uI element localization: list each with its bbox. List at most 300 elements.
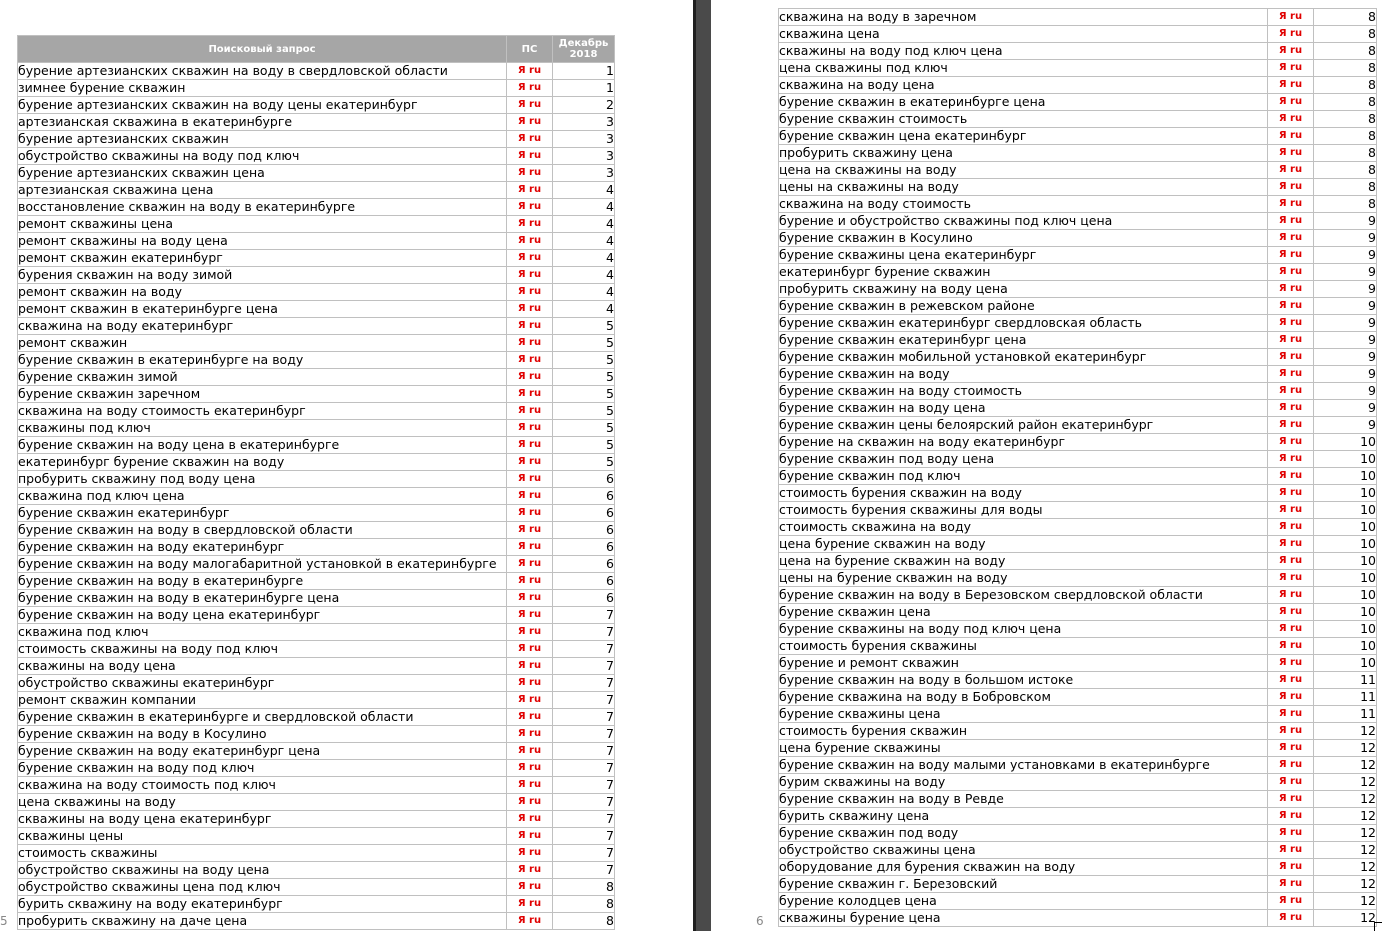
search-engine-cell: Я ru: [507, 199, 553, 216]
table-row: [18, 862, 615, 879]
table-row: [779, 655, 1377, 672]
search-engine-cell: Я ru: [507, 862, 553, 879]
table-row: [18, 352, 615, 369]
search-engine-cell: Я ru: [1268, 672, 1314, 689]
search-engine-cell: Я ru: [507, 709, 553, 726]
search-engine-cell: Я ru: [1268, 162, 1314, 179]
position-cell: 6: [553, 590, 615, 607]
search-engine-cell: Я ru: [1268, 60, 1314, 77]
position-cell: 5: [553, 352, 615, 369]
position-cell: 11: [1314, 672, 1377, 689]
position-cell: 7: [553, 862, 615, 879]
table-row: [779, 281, 1377, 298]
query-cell: стоимость бурения скважины для воды: [779, 502, 1268, 519]
table-row: [18, 488, 615, 505]
query-cell: цена бурение скважин на воду: [779, 536, 1268, 553]
table-row: [18, 403, 615, 420]
query-cell: екатеринбург бурение скважин: [779, 264, 1268, 281]
position-cell: 10: [1314, 587, 1377, 604]
keyword-table-right-body: [779, 9, 1377, 927]
query-cell: бурение скважин на воду в Косулино: [18, 726, 507, 743]
query-cell: восстановление скважин на воду в екатеринбурге: [18, 199, 507, 216]
position-cell: 7: [553, 828, 615, 845]
table-row: [18, 97, 615, 114]
query-cell: бурение скважин на воду екатеринбург: [18, 539, 507, 556]
table-row: [18, 896, 615, 913]
query-cell: бурение скважин заречном: [18, 386, 507, 403]
query-cell: бурение скважины цена екатеринбург: [779, 247, 1268, 264]
search-engine-cell: Я ru: [1268, 740, 1314, 757]
table-row: [779, 196, 1377, 213]
search-engine-cell: Я ru: [1268, 111, 1314, 128]
table-row: [18, 471, 615, 488]
query-cell: бурение скважин под воду цена: [779, 451, 1268, 468]
search-engine-cell: Я ru: [1268, 587, 1314, 604]
query-cell: бурение скважин цена: [779, 604, 1268, 621]
search-engine-cell: Я ru: [507, 369, 553, 386]
search-engine-cell: Я ru: [1268, 485, 1314, 502]
search-engine-cell: Я ru: [1268, 451, 1314, 468]
position-cell: 6: [553, 539, 615, 556]
query-cell: скважины под ключ: [18, 420, 507, 437]
search-engine-cell: Я ru: [1268, 94, 1314, 111]
query-cell: скважина на воду стоимость под ключ: [18, 777, 507, 794]
table-row: [779, 485, 1377, 502]
position-cell: 9: [1314, 230, 1377, 247]
search-engine-cell: Я ru: [1268, 315, 1314, 332]
query-cell: бурение скважины на воду под ключ цена: [779, 621, 1268, 638]
position-cell: 4: [553, 301, 615, 318]
table-row: [779, 247, 1377, 264]
query-cell: скважины на воду под ключ цена: [779, 43, 1268, 60]
table-row: [779, 43, 1377, 60]
position-cell: 4: [553, 284, 615, 301]
query-cell: ремонт скважин компании: [18, 692, 507, 709]
table-row: [779, 417, 1377, 434]
position-cell: 8: [1314, 43, 1377, 60]
table-row: [779, 213, 1377, 230]
header-query: Поисковый запрос: [18, 36, 507, 63]
table-row: [18, 828, 615, 845]
table-row: [18, 182, 615, 199]
table-row: [779, 111, 1377, 128]
query-cell: бурение артезианских скважин цена: [18, 165, 507, 182]
query-cell: бурение скважин на воду в свердловской области: [18, 522, 507, 539]
search-engine-cell: Я ru: [507, 556, 553, 573]
header-month: [553, 36, 615, 63]
query-cell: ремонт скважин на воду: [18, 284, 507, 301]
query-cell: пробурить скважину на воду цена: [779, 281, 1268, 298]
table-row: [779, 893, 1377, 910]
table-row: [18, 216, 615, 233]
table-row: [779, 502, 1377, 519]
position-cell: 6: [553, 573, 615, 590]
query-cell: екатеринбург бурение скважин на воду: [18, 454, 507, 471]
search-engine-cell: Я ru: [507, 828, 553, 845]
search-engine-cell: Я ru: [1268, 281, 1314, 298]
table-row: [779, 26, 1377, 43]
query-cell: бурения скважин на воду зимой: [18, 267, 507, 284]
table-row: [18, 845, 615, 862]
search-engine-cell: Я ru: [507, 284, 553, 301]
position-cell: 8: [1314, 128, 1377, 145]
header-month-year: 2018: [569, 49, 598, 60]
search-engine-cell: Я ru: [1268, 604, 1314, 621]
table-row: [779, 757, 1377, 774]
query-cell: бурение скважин екатеринбург: [18, 505, 507, 522]
search-engine-cell: Я ru: [1268, 417, 1314, 434]
table-row: [18, 879, 615, 896]
table-row: [18, 284, 615, 301]
table-row: [18, 913, 615, 930]
table-row: [779, 791, 1377, 808]
table-row: [779, 808, 1377, 825]
table-row: [779, 706, 1377, 723]
position-cell: 3: [553, 131, 615, 148]
table-row: [779, 264, 1377, 281]
position-cell: 10: [1314, 553, 1377, 570]
table-row: [18, 794, 615, 811]
query-cell: пробурить скважину под воду цена: [18, 471, 507, 488]
query-cell: оборудование для бурения скважин на воду: [779, 859, 1268, 876]
table-row: [779, 723, 1377, 740]
position-cell: 7: [553, 675, 615, 692]
search-engine-cell: Я ru: [1268, 621, 1314, 638]
table-row: [779, 179, 1377, 196]
table-row: [18, 556, 615, 573]
query-cell: стоимость бурения скважин: [779, 723, 1268, 740]
search-engine-cell: Я ru: [1268, 383, 1314, 400]
position-cell: 8: [553, 879, 615, 896]
table-row: [18, 199, 615, 216]
table-row: [779, 842, 1377, 859]
position-cell: 11: [1314, 706, 1377, 723]
query-cell: бурение скважин на воду в Ревде: [779, 791, 1268, 808]
query-cell: бурить скважину на воду екатеринбург: [18, 896, 507, 913]
query-cell: цена на скважины на воду: [779, 162, 1268, 179]
query-cell: бурение скважин в екатеринбурге и свердловской области: [18, 709, 507, 726]
query-cell: пробурить скважину цена: [779, 145, 1268, 162]
query-cell: бурение скважин на воду малыми установками в екатеринбурге: [779, 757, 1268, 774]
search-engine-cell: Я ru: [1268, 468, 1314, 485]
search-engine-cell: Я ru: [1268, 366, 1314, 383]
table-row: [779, 859, 1377, 876]
search-engine-cell: Я ru: [507, 97, 553, 114]
table-row: [18, 148, 615, 165]
position-cell: 3: [553, 114, 615, 131]
position-cell: 10: [1314, 502, 1377, 519]
table-row: [779, 145, 1377, 162]
position-cell: 6: [553, 471, 615, 488]
position-cell: 5: [553, 386, 615, 403]
search-engine-cell: Я ru: [507, 165, 553, 182]
query-cell: скважина на воду стоимость: [779, 196, 1268, 213]
table-row: [779, 876, 1377, 893]
table-row: [18, 437, 615, 454]
query-cell: бурение артезианских скважин на воду цены екатеринбург: [18, 97, 507, 114]
keyword-table-left: [17, 35, 615, 930]
search-engine-cell: Я ru: [507, 233, 553, 250]
query-cell: стоимость бурения скважины: [779, 638, 1268, 655]
table-row: [779, 536, 1377, 553]
table-row: [18, 624, 615, 641]
table-row: [779, 315, 1377, 332]
position-cell: 1: [553, 80, 615, 97]
query-cell: стоимость скважины на воду под ключ: [18, 641, 507, 658]
position-cell: 2: [553, 97, 615, 114]
table-row: [18, 743, 615, 760]
table-row: [18, 420, 615, 437]
search-engine-cell: Я ru: [507, 386, 553, 403]
table-row: [779, 332, 1377, 349]
query-cell: бурение колодцев цена: [779, 893, 1268, 910]
query-cell: бурение скважин цена екатеринбург: [779, 128, 1268, 145]
search-engine-cell: Я ru: [507, 352, 553, 369]
search-engine-cell: Я ru: [1268, 332, 1314, 349]
query-cell: обустройство скважины цена: [779, 842, 1268, 859]
position-cell: 12: [1314, 723, 1377, 740]
query-cell: бурение артезианских скважин: [18, 131, 507, 148]
position-cell: 10: [1314, 570, 1377, 587]
table-row: [18, 777, 615, 794]
search-engine-cell: Я ru: [1268, 145, 1314, 162]
position-cell: 7: [553, 726, 615, 743]
query-cell: скважина на воду стоимость екатеринбург: [18, 403, 507, 420]
table-row: [779, 128, 1377, 145]
search-engine-cell: Я ru: [1268, 774, 1314, 791]
search-engine-cell: Я ru: [507, 522, 553, 539]
query-cell: обустройство скважины цена под ключ: [18, 879, 507, 896]
query-cell: ремонт скважины на воду цена: [18, 233, 507, 250]
query-cell: ремонт скважин в екатеринбурге цена: [18, 301, 507, 318]
page-number-right: 6: [756, 914, 764, 928]
search-engine-cell: Я ru: [1268, 128, 1314, 145]
position-cell: 9: [1314, 366, 1377, 383]
position-cell: 12: [1314, 876, 1377, 893]
query-cell: бурение скважин на воду екатеринбург цена: [18, 743, 507, 760]
position-cell: 9: [1314, 298, 1377, 315]
search-engine-cell: Я ru: [507, 726, 553, 743]
position-cell: 6: [553, 505, 615, 522]
query-cell: бурение скважина на воду в Бобровском: [779, 689, 1268, 706]
position-cell: 7: [553, 624, 615, 641]
position-cell: 7: [553, 811, 615, 828]
position-cell: 5: [553, 437, 615, 454]
query-cell: бурение скважин екатеринбург цена: [779, 332, 1268, 349]
table-row: [779, 451, 1377, 468]
query-cell: скважины цены: [18, 828, 507, 845]
search-engine-cell: Я ru: [507, 794, 553, 811]
query-cell: скважины бурение цена: [779, 910, 1268, 927]
search-engine-cell: Я ru: [507, 913, 553, 930]
search-engine-cell: Я ru: [1268, 808, 1314, 825]
query-cell: пробурить скважину на даче цена: [18, 913, 507, 930]
search-engine-cell: Я ru: [507, 896, 553, 913]
search-engine-cell: Я ru: [507, 675, 553, 692]
table-row: [18, 63, 615, 80]
query-cell: цена скважины под ключ: [779, 60, 1268, 77]
position-cell: 5: [553, 454, 615, 471]
position-cell: 7: [553, 607, 615, 624]
table-row: [779, 570, 1377, 587]
search-engine-cell: Я ru: [507, 216, 553, 233]
search-engine-cell: Я ru: [507, 879, 553, 896]
query-cell: бурение скважин на воду малогабаритной установкой в екатеринбурге: [18, 556, 507, 573]
query-cell: скважина на воду в заречном: [779, 9, 1268, 26]
table-row: [18, 709, 615, 726]
query-cell: бурение скважин екатеринбург свердловская область: [779, 315, 1268, 332]
query-cell: бурение скважин в екатеринбурге цена: [779, 94, 1268, 111]
table-row: [18, 573, 615, 590]
position-cell: 9: [1314, 417, 1377, 434]
query-cell: бурение скважин под ключ: [779, 468, 1268, 485]
table-row: [18, 165, 615, 182]
search-engine-cell: Я ru: [1268, 893, 1314, 910]
position-cell: 10: [1314, 519, 1377, 536]
table-row: [18, 386, 615, 403]
position-cell: 8: [1314, 77, 1377, 94]
query-cell: бурение скважин в Косулино: [779, 230, 1268, 247]
search-engine-cell: Я ru: [507, 63, 553, 80]
query-cell: обустройство скважины екатеринбург: [18, 675, 507, 692]
table-row: [18, 114, 615, 131]
position-cell: 9: [1314, 281, 1377, 298]
search-engine-cell: Я ru: [1268, 655, 1314, 672]
table-row: [779, 349, 1377, 366]
query-cell: зимнее бурение скважин: [18, 80, 507, 97]
search-engine-cell: Я ru: [1268, 77, 1314, 94]
query-cell: бурение скважин на воду в большом истоке: [779, 672, 1268, 689]
query-cell: стоимость скважины: [18, 845, 507, 862]
search-engine-cell: Я ru: [507, 250, 553, 267]
query-cell: цена на бурение скважин на воду: [779, 553, 1268, 570]
search-engine-cell: Я ru: [1268, 791, 1314, 808]
page-corner-mark: [1374, 922, 1382, 931]
table-row: [18, 233, 615, 250]
table-row: [779, 366, 1377, 383]
query-cell: бурим скважины на воду: [779, 774, 1268, 791]
table-row: [18, 811, 615, 828]
query-cell: бурение скважин на воду: [779, 366, 1268, 383]
search-engine-cell: Я ru: [507, 114, 553, 131]
table-row: [779, 60, 1377, 77]
table-row: [18, 454, 615, 471]
search-engine-cell: Я ru: [507, 131, 553, 148]
search-engine-cell: Я ru: [1268, 723, 1314, 740]
query-cell: бурение скважин на воду в екатеринбурге цена: [18, 590, 507, 607]
position-cell: 10: [1314, 638, 1377, 655]
table-row: [779, 553, 1377, 570]
table-row: [779, 383, 1377, 400]
table-row: [18, 267, 615, 284]
query-cell: ремонт скважин: [18, 335, 507, 352]
position-cell: 7: [553, 794, 615, 811]
query-cell: ремонт скважины цена: [18, 216, 507, 233]
search-engine-cell: Я ru: [507, 182, 553, 199]
table-row: [18, 318, 615, 335]
table-row: [18, 726, 615, 743]
position-cell: 5: [553, 420, 615, 437]
query-cell: бурение скважин на воду цена екатеринбург: [18, 607, 507, 624]
query-cell: бурение скважин на воду цена в екатеринбурге: [18, 437, 507, 454]
query-cell: бурение скважин под воду: [779, 825, 1268, 842]
table-row: [779, 468, 1377, 485]
search-engine-cell: Я ru: [1268, 825, 1314, 842]
search-engine-cell: Я ru: [507, 692, 553, 709]
search-engine-cell: Я ru: [507, 624, 553, 641]
query-cell: обустройство скважины на воду цена: [18, 862, 507, 879]
position-cell: 6: [553, 522, 615, 539]
position-cell: 12: [1314, 859, 1377, 876]
position-cell: 3: [553, 165, 615, 182]
query-cell: бурение скважин г. Березовский: [779, 876, 1268, 893]
search-engine-cell: Я ru: [507, 318, 553, 335]
search-engine-cell: Я ru: [507, 335, 553, 352]
position-cell: 7: [553, 845, 615, 862]
table-row: [18, 369, 615, 386]
position-cell: 8: [1314, 94, 1377, 111]
search-engine-cell: Я ru: [507, 488, 553, 505]
query-cell: артезианская скважина цена: [18, 182, 507, 199]
position-cell: 8: [1314, 162, 1377, 179]
search-engine-cell: Я ru: [507, 777, 553, 794]
position-cell: 10: [1314, 655, 1377, 672]
position-cell: 4: [553, 182, 615, 199]
query-cell: бурение и ремонт скважин: [779, 655, 1268, 672]
keyword-table-right: [778, 8, 1377, 927]
position-cell: 10: [1314, 621, 1377, 638]
position-cell: 9: [1314, 349, 1377, 366]
position-cell: 10: [1314, 468, 1377, 485]
position-cell: 6: [553, 488, 615, 505]
page-number-left: 5: [0, 914, 8, 928]
query-cell: бурение артезианских скважин на воду в свердловской области: [18, 63, 507, 80]
query-cell: бурение скважин на воду в екатеринбурге: [18, 573, 507, 590]
position-cell: 12: [1314, 910, 1377, 927]
position-cell: 7: [553, 641, 615, 658]
table-row: [18, 80, 615, 97]
position-cell: 12: [1314, 791, 1377, 808]
position-cell: 6: [553, 556, 615, 573]
table-row: [18, 335, 615, 352]
search-engine-cell: Я ru: [507, 471, 553, 488]
position-cell: 8: [1314, 26, 1377, 43]
table-row: [779, 9, 1377, 26]
search-engine-cell: Я ru: [507, 420, 553, 437]
table-row: [18, 641, 615, 658]
search-engine-cell: Я ru: [1268, 179, 1314, 196]
search-engine-cell: Я ru: [507, 80, 553, 97]
table-row: [18, 607, 615, 624]
position-cell: 8: [553, 913, 615, 930]
query-cell: стоимость скважина на воду: [779, 519, 1268, 536]
query-cell: цена бурение скважины: [779, 740, 1268, 757]
table-row: [779, 434, 1377, 451]
table-row: [779, 740, 1377, 757]
table-row: [18, 505, 615, 522]
search-engine-cell: Я ru: [1268, 434, 1314, 451]
search-engine-cell: Я ru: [1268, 230, 1314, 247]
query-cell: обустройство скважины на воду под ключ: [18, 148, 507, 165]
search-engine-cell: Я ru: [1268, 9, 1314, 26]
table-row: [779, 621, 1377, 638]
position-cell: 9: [1314, 213, 1377, 230]
position-cell: 10: [1314, 536, 1377, 553]
query-cell: бурение скважин на воду цена: [779, 400, 1268, 417]
table-row: [18, 760, 615, 777]
search-engine-cell: Я ru: [507, 454, 553, 471]
query-cell: скважина под ключ: [18, 624, 507, 641]
